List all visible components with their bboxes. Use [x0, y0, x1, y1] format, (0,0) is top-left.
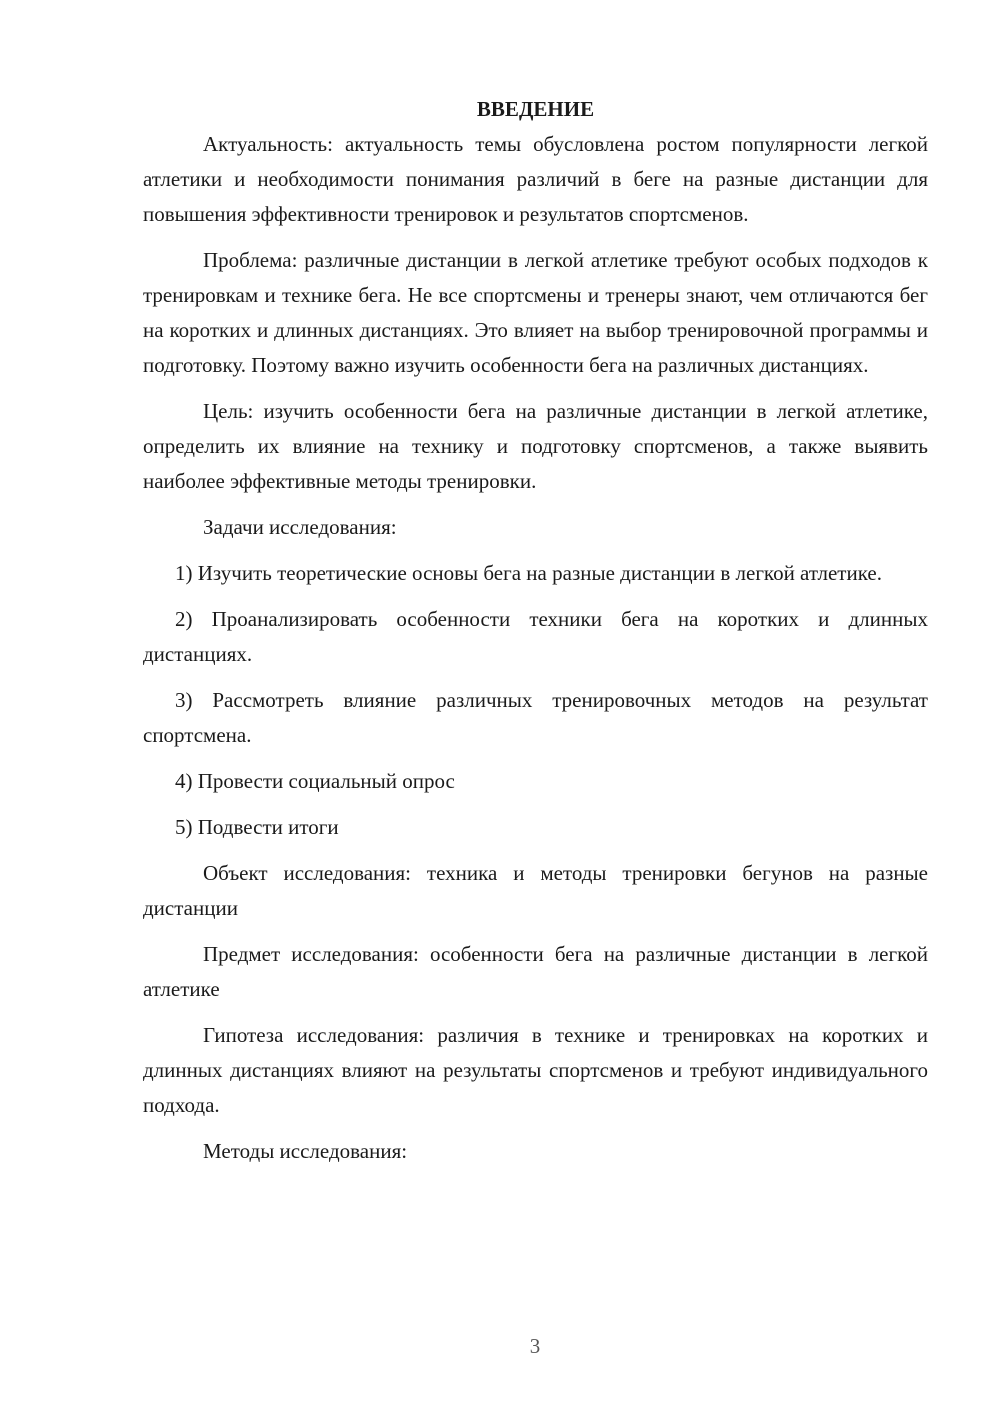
- task-item-1: 1) Изучить теоретические основы бега на разные дистанции в легкой атлетике.: [175, 561, 882, 585]
- page-title: ВВЕДЕНИЕ: [476, 97, 595, 121]
- paragraph-relevance: Актуальность: актуальность темы обусловлена ростом популярности легкой атлетики и необходимости понимания различий в беге на разные дистанции для повышения эффективности тренировок и результатов спортсменов.: [143, 132, 928, 226]
- page-number: 3: [529, 1334, 541, 1358]
- task-item-4: 4) Провести социальный опрос: [175, 769, 455, 793]
- paragraph-object: Объект исследования: техника и методы тренировки бегунов на разные дистанции: [143, 861, 928, 920]
- document-page: [143, 92, 928, 1180]
- tasks-heading: Задачи исследования:: [203, 515, 397, 539]
- task-item-2: 2) Проанализировать особенности техники бега на коротких и длинных дистанциях.: [143, 607, 928, 666]
- task-item-5: 5) Подвести итоги: [175, 815, 339, 839]
- paragraph-hypothesis: Гипотеза исследования: различия в технике и тренировках на коротких и длинных дистанциях влияют на результаты спортсменов и требуют индивидуального подхода.: [143, 1023, 928, 1117]
- paragraph-problem: Проблема: различные дистанции в легкой атлетике требуют особых подходов к тренировкам и технике бега. Не все спортсмены и тренеры знают, чем отличаются бег на коротких и длинных дистанциях. Это влияет на выбор тренировочной программы и подготовку. Поэтому важно изучить особенности бега на различных дистанциях.: [143, 248, 928, 377]
- paragraph-goal: Цель: изучить особенности бега на различные дистанции в легкой атлетике, определить их влияние на технику и подготовку спортсменов, а также выявить наиболее эффективные методы тренировки.: [143, 399, 928, 493]
- paragraph-subject: Предмет исследования: особенности бега на различные дистанции в легкой атлетике: [143, 942, 928, 1001]
- methods-heading: Методы исследования:: [203, 1139, 408, 1163]
- task-item-3: 3) Рассмотреть влияние различных тренировочных методов на результат спортсмена.: [143, 688, 928, 747]
